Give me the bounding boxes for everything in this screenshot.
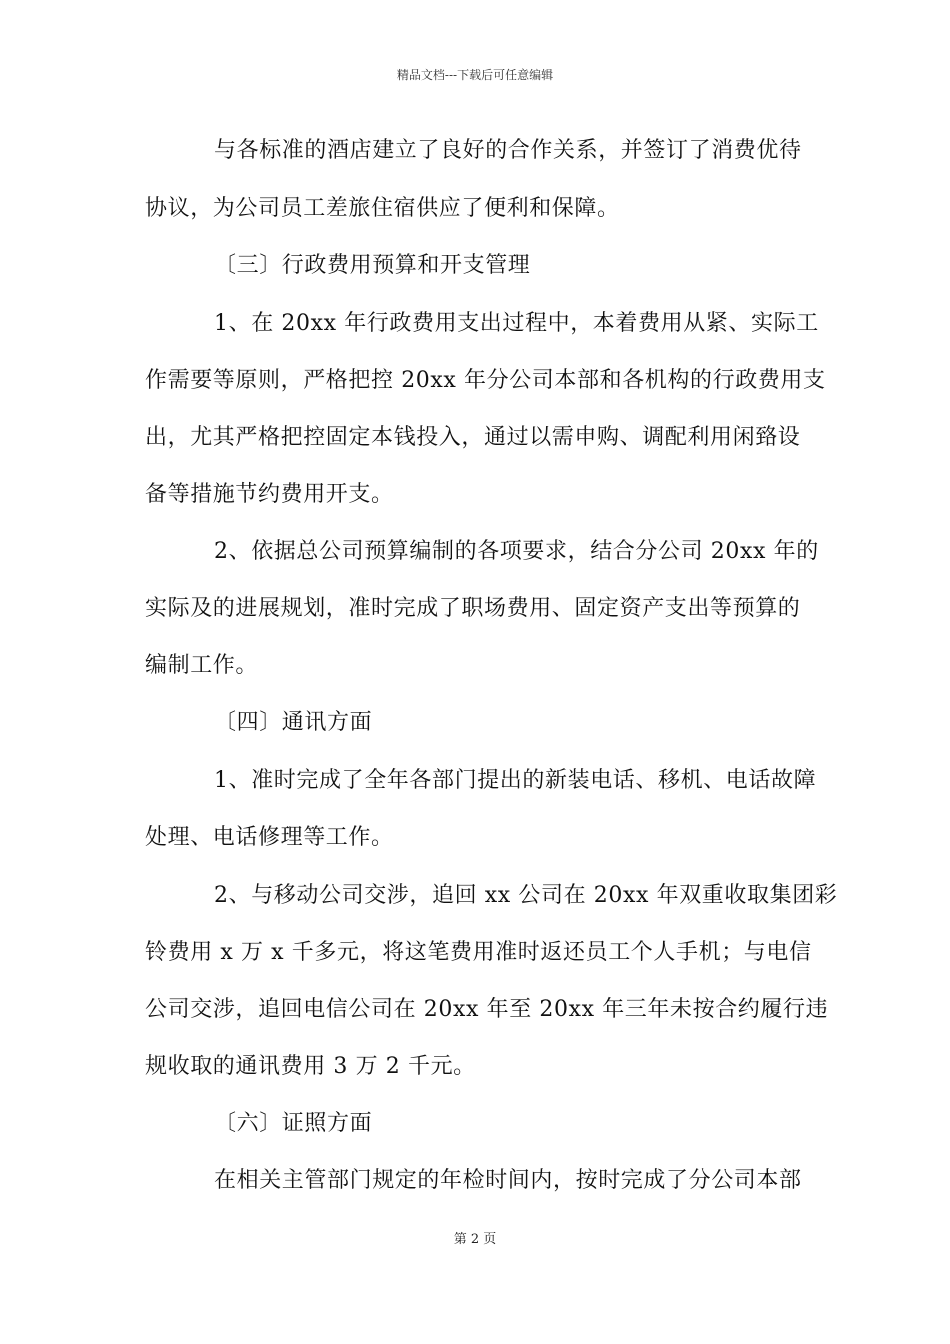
paragraph-line: 编制工作。 <box>145 653 259 678</box>
paragraph-line: 与各标准的酒店建立了良好的合作关系，并签订了消费优待 <box>214 138 802 163</box>
paragraph-line: 1、准时完成了全年各部门提出的新装电话、移机、电话故障 <box>214 768 817 793</box>
page-number: 第 2 页 <box>453 1232 497 1247</box>
paragraph-line: 实际及的进展规划，准时完成了职场费用、固定资产支出等预算的 <box>145 596 801 621</box>
section-heading: 〔四〕通讯方面 <box>214 710 373 735</box>
paragraph-line: 规收取的通讯费用 3 万 2 千元。 <box>145 1054 476 1079</box>
section-heading: 〔三〕行政费用预算和开支管理 <box>214 253 531 278</box>
paragraph-line: 在相关主管部门规定的年检时间内，按时完成了分公司本部 <box>214 1168 802 1193</box>
paragraph-line: 协议，为公司员工差旅住宿供应了便利和保障。 <box>145 196 620 221</box>
paragraph-line: 2、与移动公司交涉，追回 xx 公司在 20xx 年双重收取集团彩 <box>214 883 838 908</box>
paragraph-line: 作需要等原则，严格把控 20xx 年分公司本部和各机构的行政费用支 <box>145 368 826 393</box>
paragraph-line: 铃费用 x 万 x 千多元，将这笔费用准时返还员工个人手机；与电信 <box>145 940 812 965</box>
paragraph-line: 1、在 20xx 年行政费用支出过程中，本着费用从紧、实际工 <box>214 311 819 336</box>
paragraph-line: 2、依据总公司预算编制的各项要求，结合分公司 20xx 年的 <box>214 539 819 564</box>
paragraph-line: 出，尤其严格把控固定本钱投入，通过以需申购、调配利用闲臵设 <box>145 425 801 450</box>
paragraph-line: 公司交涉，追回电信公司在 20xx 年至 20xx 年三年未按合约履行违 <box>145 997 829 1022</box>
section-heading: 〔六〕证照方面 <box>214 1111 373 1136</box>
page-header: 精品文档---下载后可任意编辑 <box>396 68 554 82</box>
paragraph-line: 处理、电话修理等工作。 <box>145 825 394 850</box>
paragraph-line: 备等措施节约费用开支。 <box>145 482 394 507</box>
